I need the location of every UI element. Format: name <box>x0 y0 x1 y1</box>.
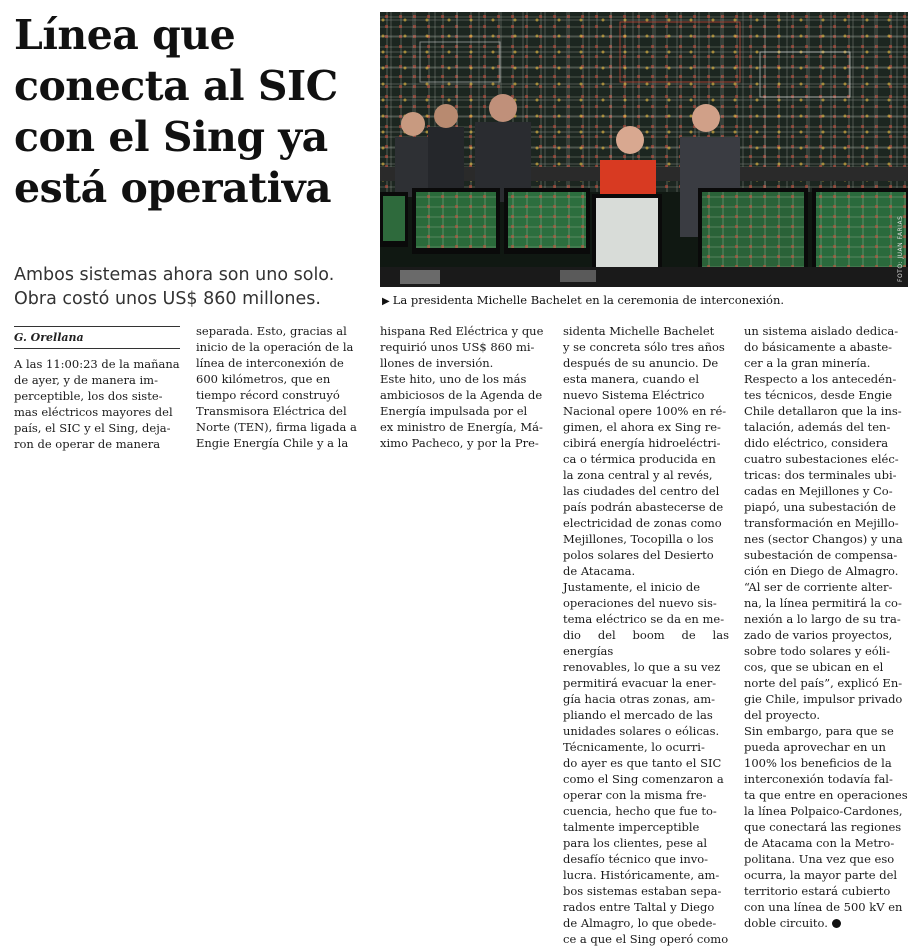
article-column-4 <box>563 323 729 947</box>
article-column-5 <box>744 323 910 931</box>
photo <box>380 12 908 287</box>
column-text: hispana Red Eléctrica y que requirió unos US$ 860 mi- llones de inversión. Este hito, uno de los más ambiciosos de la Agenda de Energía impulsada por el ex ministro de Energía, Má- ximo Pacheco, y por la Pre- <box>380 324 544 450</box>
column-text: separada. Esto, gracias al inicio de la operación de la línea de interconexión de 600 kilómetros, que en tiempo récord construyó Transmisora Eléctrica del Norte (TEN), firma ligada a Engie Energía Chile y a la <box>196 324 357 450</box>
byline-rule-bottom <box>14 348 180 349</box>
column-text <box>744 323 910 931</box>
article-column-2 <box>196 323 362 451</box>
column-text: sidenta Michelle Bachelet y se concreta sólo tres años después de su anuncio. De esta manera, cuando el nuevo Sistema Eléctrico Nacional opere 100% en ré- gimen, el ahora ex Sing re- cibirá energía hidroeléctri- ca o térmica producida en la zona central y al revés, las ciudades del centro del país podrán abastecerse de electricidad de zonas como Mejillones, Tocopilla o los polos solares del Desierto de Atacama. Justamente, el inicio de operaciones del nuevo sis- tema eléctrico se da en me- dio del boom de las energías renovables, lo que a su vez permitirá evacuar la ener- gía hacia otras zonas, am- pliando el mercado de las unidades solares o eólicas. Técnicamente, lo ocurri- do ayer es que tanto el SIC como el Sing comenzaron a operar con la misma fre- cuencia, hecho que fue to- talmente imperceptible para los clientes, pese al desafío técnico que invo- lucra. Históricamente, am- bos sistemas estaban sepa- rados entre Taltal y Diego de Almagro, lo que obede- ce a que el Sing operó como <box>563 324 729 946</box>
end-mark-icon <box>832 919 841 928</box>
photo-caption <box>382 292 912 310</box>
article-column-1 <box>14 356 180 452</box>
article-column-3 <box>380 323 546 451</box>
caption-arrow-icon: ▶ <box>382 296 390 307</box>
byline: G. Orellana <box>14 331 84 344</box>
column-text-body: un sistema aislado dedica- do básicamente a abaste- cer a la gran minería. Respecto a los antecedén- tes técnicos, desde Engie Chile detallaron que la ins- talación, además del ten- dido eléctrico, considera cuatro subestaciones eléc- tricas: dos terminales ubi- cadas en Mejillones y Co- piapó, una subestación de transformación en Mejillo- nes (sector Changos) y una subestación de compensa- ción en Diego de Almagro. “Al ser de corriente alter- na, la línea permitirá la co- nexión a lo largo de su tra- zado de varios proyectos, sobre todo solares y eóli- cos, que se ubican en el norte del país”, explicó En- gie Chile, impulsor privado del proyecto. Sin embargo, para que se pueda aprovechar en un 100% los beneficios de la interconexión todavía fal- ta que entre en operaciones la línea Polpaico-Cardones, que conectará las regiones de Atacama con la Metro- politana. Una vez que eso ocurra, la mayor parte del territorio estará cubierto con una línea de 500 kV en doble circuito. <box>744 324 908 930</box>
byline-rule-top <box>14 326 180 327</box>
control-room-illustration <box>380 12 908 287</box>
column-text: A las 11:00:23 de la mañana de ayer, y de manera im- perceptible, los dos siste- mas eléctricos mayores del país, el SIC y el Sing, deja- ron de operar de manera <box>14 357 180 451</box>
headline: Línea que conecta al SIC con el Sing ya está operativa <box>14 11 338 212</box>
subhead: Ambos sistemas ahora son uno solo. Obra costó unos US$ 860 millones. <box>14 265 335 309</box>
photo-credit: FOTO: JUAN FARÍAS <box>897 215 904 282</box>
caption-text: La presidenta Michelle Bachelet en la ceremonia de interconexión. <box>392 293 785 307</box>
